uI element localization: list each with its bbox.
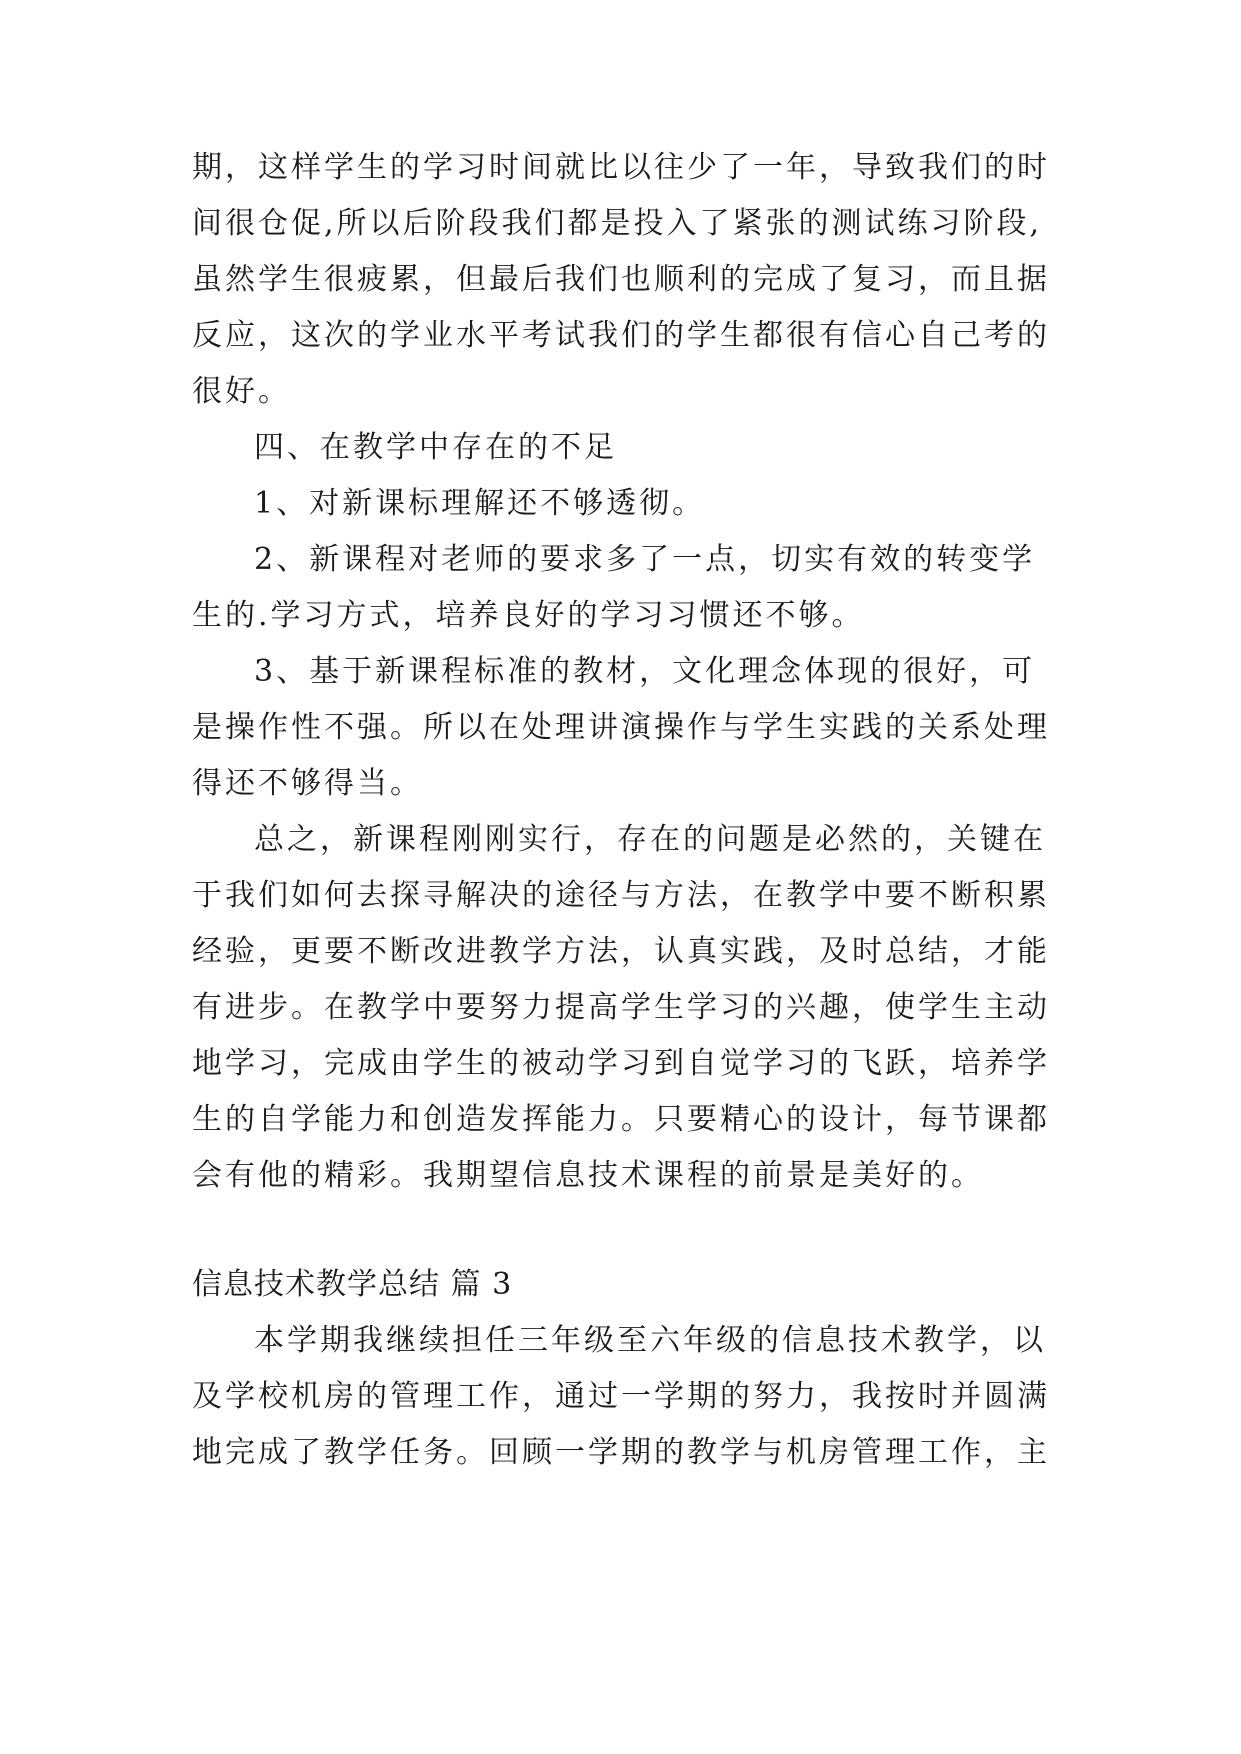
text-line: 期，这样学生的学习时间就比以往少了一年，导致我们的时 bbox=[192, 150, 1050, 185]
text-line: 有进步。在教学中要努力提高学生学习的兴趣，使学生主动 bbox=[192, 990, 1050, 1025]
text-line: 生的自学能力和创造发挥能力。只要精心的设计，每节课都 bbox=[192, 1102, 1050, 1137]
text-line: 是操作性不强。所以在处理讲演操作与学生实践的关系处理 bbox=[192, 710, 1050, 745]
text-line: 得还不够得当。 bbox=[192, 766, 423, 801]
list-item: 3、基于新课程标准的教材，文化理念体现的很好，可 bbox=[254, 654, 1036, 689]
text-line: 地学习，完成由学生的被动学习到自觉学习的飞跃，培养学 bbox=[192, 1046, 1050, 1081]
text-line: 间很仓促,所以后阶段我们都是投入了紧张的测试练习阶段, bbox=[192, 206, 1043, 241]
list-item: 2、新课程对老师的要求多了一点，切实有效的转变学 bbox=[254, 542, 1036, 577]
section-title: 信息技术教学总结 篇 3 bbox=[192, 1267, 513, 1302]
text-line: 于我们如何去探寻解决的途径与方法，在教学中要不断积累 bbox=[192, 878, 1050, 913]
text-line: 地完成了教学任务。回顾一学期的教学与机房管理工作，主 bbox=[192, 1435, 1050, 1470]
section-heading: 四、在教学中存在的不足 bbox=[254, 430, 617, 465]
text-line: 经验，更要不断改进教学方法，认真实践，及时总结，才能 bbox=[192, 934, 1050, 969]
text-line: 本学期我继续担任三年级至六年级的信息技术教学，以 bbox=[254, 1323, 1046, 1358]
text-line: 总之，新课程刚刚实行，存在的问题是必然的，关键在 bbox=[254, 822, 1046, 857]
text-line: 会有他的精彩。我期望信息技术课程的前景是美好的。 bbox=[192, 1158, 984, 1193]
text-line: 及学校机房的管理工作，通过一学期的努力，我按时并圆满 bbox=[192, 1379, 1050, 1414]
text-line: 虽然学生很疲累，但最后我们也顺利的完成了复习，而且据 bbox=[192, 262, 1050, 297]
text-line: 生的.学习方式，培养良好的学习习惯还不够。 bbox=[192, 598, 865, 633]
text-line: 很好。 bbox=[192, 374, 291, 409]
list-item: 1、对新课标理解还不够透彻。 bbox=[254, 486, 706, 521]
text-line: 反应，这次的学业水平考试我们的学生都很有信心自己考的 bbox=[192, 318, 1050, 353]
